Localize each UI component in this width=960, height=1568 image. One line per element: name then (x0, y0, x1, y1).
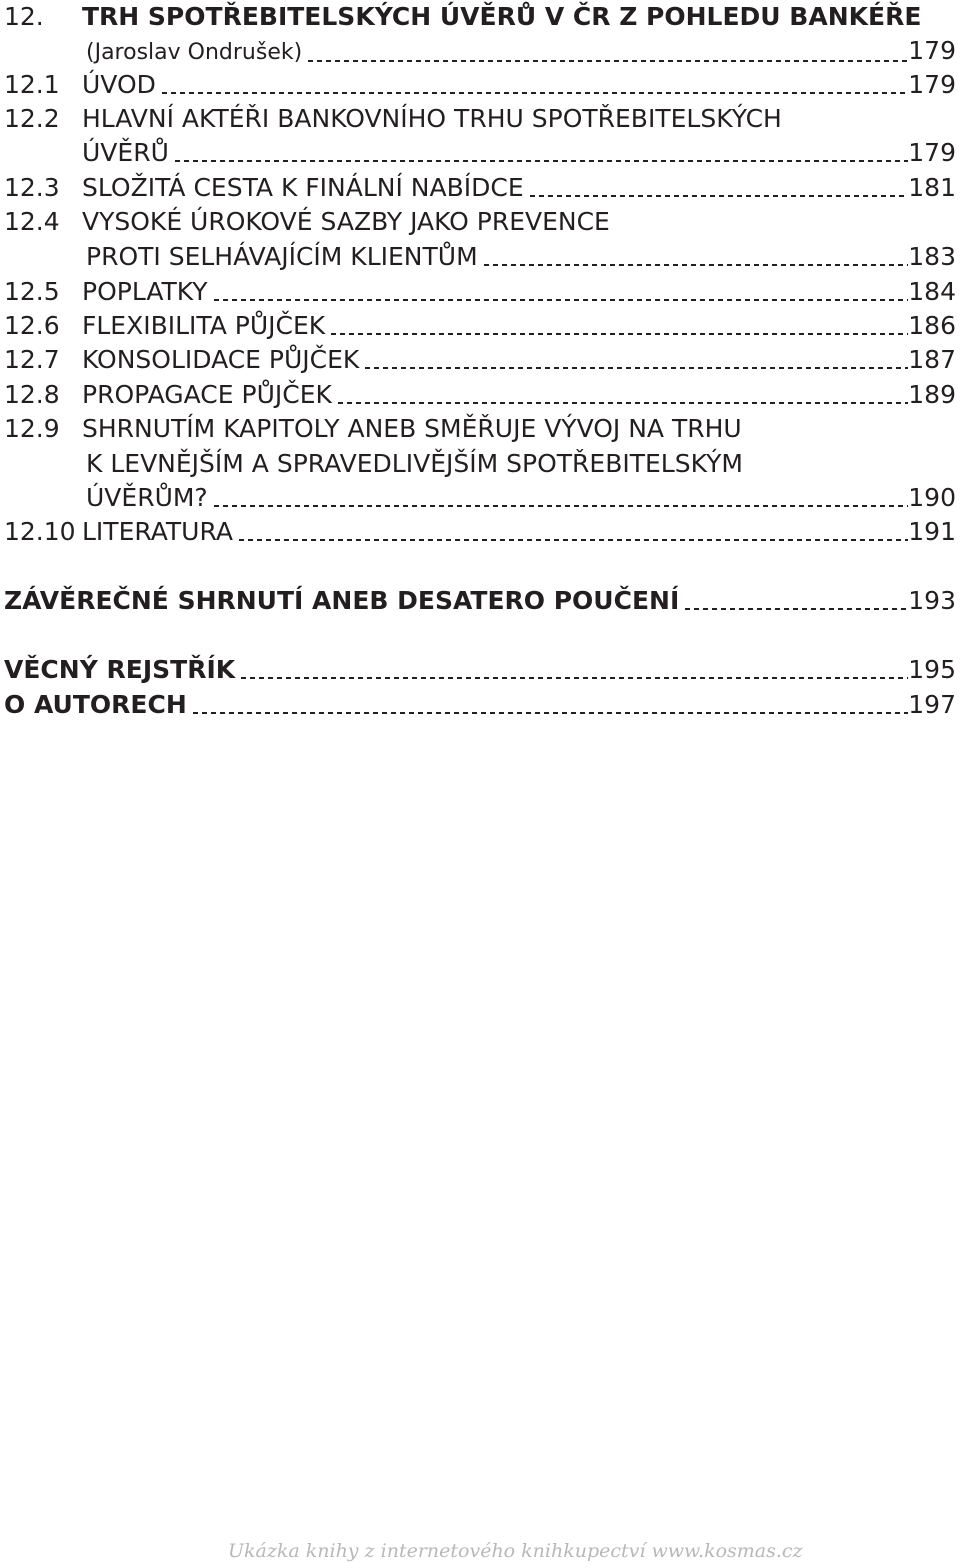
toc-entry-12-6[interactable] (0, 309, 960, 343)
section-title: SHRNUTÍM KAPITOLY ANEB SMĚŘUJE VÝVOJ NA TRHU (82, 414, 742, 443)
chapter-author-row[interactable] (0, 34, 960, 68)
section-number: 12.3 (4, 173, 60, 202)
section-number: 12.4 (4, 207, 60, 236)
toc-entry-12-2[interactable] (0, 102, 960, 136)
chapter-title-line (82, 0, 956, 34)
page-number: 179 (908, 70, 956, 99)
chapter-heading (0, 0, 960, 34)
toc-entry-12-8[interactable] (0, 378, 960, 412)
section-number: 12.10 (4, 517, 76, 546)
section-title: KONSOLIDACE PŮJČEK (82, 345, 360, 374)
chapter-number: 12. (4, 2, 44, 31)
section-title: HLAVNÍ AKTÉŘI BANKOVNÍHO TRHU SPOTŘEBITELSKÝCH (82, 104, 782, 133)
toc-entry-12-7[interactable] (0, 343, 960, 377)
section-title-continued: ÚVĚRŮ (82, 138, 169, 167)
page-number: 189 (908, 380, 956, 409)
section-number: 12.9 (4, 414, 60, 443)
section-number: 12.2 (4, 104, 60, 133)
toc-entry-12-2-cont[interactable] (0, 136, 960, 170)
toc-line (82, 309, 956, 343)
toc-entry-12-3[interactable] (0, 171, 960, 205)
section-title: ÚVOD (82, 70, 156, 99)
toc-line (82, 136, 956, 170)
back-matter-title: ZÁVĚREČNÉ SHRNUTÍ ANEB DESATERO POUČENÍ (4, 586, 680, 615)
page-number: 193 (908, 586, 956, 615)
toc-line (4, 688, 956, 722)
dot-leader (241, 677, 908, 679)
toc-entry-12-9-cont[interactable] (0, 447, 960, 481)
dot-leader (338, 402, 908, 404)
section-title-continued: ÚVĚRŮM? (86, 483, 208, 512)
toc-entry-12-4-cont[interactable] (0, 240, 960, 274)
section-number: 12.6 (4, 311, 60, 340)
section-number: 12.1 (4, 70, 60, 99)
toc-entry-12-10[interactable] (0, 515, 960, 549)
footer-watermark: Ukázka knihy z internetového knihkupectví www.kosmas.cz (228, 1540, 803, 1562)
page-number: 197 (908, 690, 956, 719)
toc-entry-index[interactable] (0, 653, 960, 687)
toc-entry-12-4[interactable] (0, 205, 960, 239)
dot-leader (193, 712, 909, 714)
dot-leader (530, 195, 909, 197)
page-number: 183 (908, 242, 956, 271)
section-title-continued: PROTI SELHÁVAJÍCÍM KLIENTŮM (86, 242, 478, 271)
toc-line (82, 378, 956, 412)
page-number: 186 (908, 311, 956, 340)
toc-line (4, 584, 956, 618)
chapter-author: (Jaroslav Ondrušek) (86, 40, 303, 65)
section-title: POPLATKY (82, 277, 208, 306)
section-number: 12.7 (4, 345, 60, 374)
dot-leader (214, 299, 909, 301)
dot-leader (162, 92, 908, 94)
page-number: 191 (908, 517, 956, 546)
page-number: 181 (908, 173, 956, 202)
toc-entry-12-9[interactable] (0, 412, 960, 446)
toc-line (82, 275, 956, 309)
page-number: 179 (908, 138, 956, 167)
section-number: 12.5 (4, 277, 60, 306)
toc-line (82, 205, 956, 239)
section-title-continued: K LEVNĚJŠÍM A SPRAVEDLIVĚJŠÍM SPOTŘEBITELSKÝM (86, 449, 743, 478)
toc-entry-authors[interactable] (0, 688, 960, 722)
section-title: SLOŽITÁ CESTA K FINÁLNÍ NABÍDCE (82, 173, 524, 202)
back-matter-title: O AUTORECH (4, 690, 187, 719)
section-number: 12.8 (4, 380, 60, 409)
toc-line (82, 515, 956, 549)
toc-line (86, 240, 956, 274)
toc-entry-12-1[interactable] (0, 68, 960, 102)
toc-line (82, 412, 956, 446)
dot-leader (484, 264, 909, 266)
section-title: VYSOKÉ ÚROKOVÉ SAZBY JAKO PREVENCE (82, 207, 610, 236)
toc-line (86, 447, 956, 481)
toc-line (82, 171, 956, 205)
section-title: LITERATURA (82, 517, 233, 546)
dot-leader (365, 367, 908, 369)
dot-leader (214, 505, 909, 507)
page-number: 179 (908, 36, 956, 65)
page-number: 187 (908, 345, 956, 374)
toc-line (82, 68, 956, 102)
chapter-title: TRH SPOTŘEBITELSKÝCH ÚVĚRŮ V ČR Z POHLEDU BANKÉŘE (82, 2, 922, 31)
toc-entry-12-5[interactable] (0, 275, 960, 309)
toc-entry-summary[interactable] (0, 584, 960, 618)
toc-line (86, 481, 956, 515)
section-title: PROPAGACE PŮJČEK (82, 380, 332, 409)
dot-leader (331, 333, 908, 335)
page-number: 195 (908, 655, 956, 684)
dot-leader (175, 160, 908, 162)
toc-line (82, 102, 956, 136)
dot-leader (308, 60, 908, 62)
page-number: 190 (908, 483, 956, 512)
dot-leader (239, 539, 908, 541)
toc-line (4, 653, 956, 687)
toc-line (82, 343, 956, 377)
back-matter-title: VĚCNÝ REJSTŘÍK (4, 655, 236, 684)
page-number: 184 (908, 277, 956, 306)
section-title: FLEXIBILITA PŮJČEK (82, 311, 326, 340)
dot-leader (685, 608, 908, 610)
toc-entry-12-9-cont-2[interactable] (0, 481, 960, 515)
chapter-author-line (86, 34, 956, 70)
